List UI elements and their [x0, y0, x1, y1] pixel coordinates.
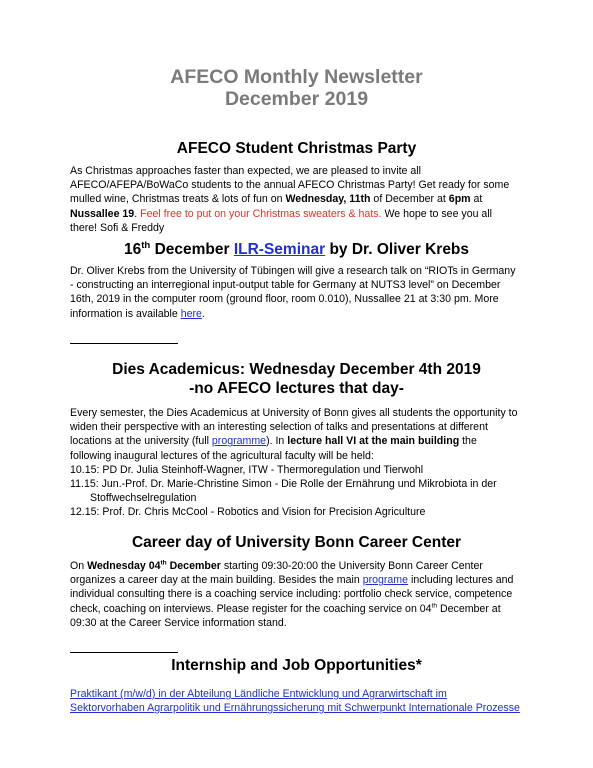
lecture-item: 12.15: Prof. Dr. Chris McCool - Robotics and Vision for Precision Agriculture [70, 506, 426, 519]
career-text-line: individual consulting there is a coaching service including: portfolio check service, competence [70, 588, 513, 601]
career-text-line: On Wednesday 04th December starting 09:30-20:00 the University Bonn Career Center [70, 559, 483, 572]
career-paragraph [70, 559, 532, 630]
career-programe-link[interactable]: programe [362, 574, 409, 587]
job-posting-link[interactable]: Sektorvorhaben Agrarpolitik und Ernährungssicherung mit Schwerpunkt Internationale Prozesse [70, 702, 520, 715]
newsletter-title-line2: December 2019 [224, 88, 369, 110]
career-text-line: check, coaching on interviews. Please register for the coaching service on 04th December at [70, 602, 501, 615]
party-heading: AFECO Student Christmas Party [176, 140, 417, 157]
dies-heading [0, 360, 593, 398]
party-text-line: there! Sofi & Freddy [70, 221, 165, 234]
party-text-line: mulled wine, Christmas treats & lots of fun on Wednesday, 11th of December at 6pm at [70, 193, 483, 206]
party-text-line: Nussallee 19. Feel free to put on your Christmas sweaters & hats. We hope to see you all [70, 207, 493, 220]
career-text-line: 09:30 at the Career Service information stand. [70, 616, 287, 629]
section-divider [70, 343, 178, 344]
lecture-item: 10.15: PD Dr. Julia Steinhoff-Wagner, ITW - Thermoregulation und Tierwohl [70, 463, 424, 476]
dies-text-line: Every semester, the Dies Academicus at University of Bonn gives all students the opportunity to [70, 407, 518, 419]
seminar-text-line: - constructing an interregional input-output table for Germany at NUTS3 level” on December [70, 279, 501, 292]
seminar-heading: 16th December ILR-Seminar by Dr. Oliver Krebs [123, 239, 470, 258]
jobs-list [70, 687, 532, 715]
dies-programme-link[interactable]: programme [211, 435, 267, 448]
dies-text-line: locations at the university (full programme). In lecture hall VI at the main building the [70, 435, 477, 448]
party-text-line: As Christmas approaches faster than expected, we are pleased to invite all [70, 165, 421, 177]
jobs-heading: Internship and Job Opportunities* [171, 657, 422, 674]
dies-paragraph [70, 406, 532, 520]
career-heading: Career day of University Bonn Career Center [131, 534, 462, 551]
seminar-paragraph [70, 264, 532, 321]
ilr-seminar-link[interactable]: ILR-Seminar [233, 241, 326, 258]
newsletter-title [0, 66, 593, 110]
dies-heading-line1: Dies Academicus: Wednesday December 4th 2019 [112, 361, 481, 378]
job-posting-link[interactable]: Praktikant (m/w/d) in der Abteilung Ländliche Entwicklung und Agrarwirtschaft im [70, 688, 447, 700]
seminar-info-link[interactable]: here [180, 307, 202, 320]
seminar-text-line: 16th, 2019 in the computer room (ground floor, room 0.010), Nussallee 21 at 3:30 pm. More [70, 293, 499, 306]
newsletter-title-line1: AFECO Monthly Newsletter [170, 66, 423, 88]
dies-text-line: following inaugural lectures of the agricultural faculty will be held: [70, 449, 374, 462]
career-text-line: organizes a career day at the main building. Besides the main programe including lectures and [70, 574, 514, 587]
seminar-text-line: information is available here. [70, 307, 205, 320]
party-dress-note: Feel free to put on your Christmas sweaters & hats. [140, 207, 382, 220]
lecture-item-continued: Stoffwechselregulation [90, 492, 197, 505]
lecture-item: 11.15: Jun.-Prof. Dr. Marie-Christine Simon - Die Rolle der Ernährung und Mikrobiota in der [70, 478, 497, 491]
seminar-text-line: Dr. Oliver Krebs from the University of Tübingen will give a research talk on “RIOTs in Germany [70, 265, 516, 277]
party-paragraph [70, 164, 532, 235]
dies-text-line: widen their perspective with an interesting selection of talks and presentations at different [70, 421, 488, 434]
party-text-line: AFECO/AFEPA/BoWaCo students to the annual AFECO Christmas Party! Get ready for some [70, 179, 510, 192]
dies-heading-line2: -no AFECO lectures that day- [189, 380, 404, 397]
section-divider [70, 652, 178, 653]
